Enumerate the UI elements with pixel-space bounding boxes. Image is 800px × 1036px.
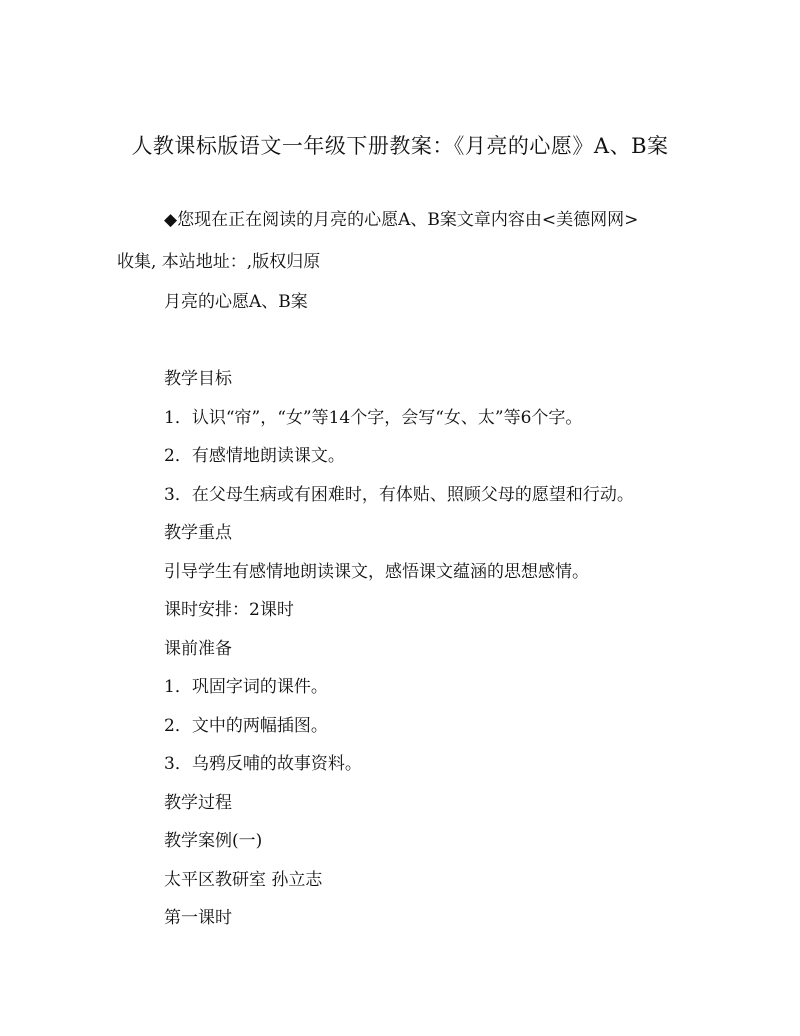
document-title: 人教课标版语文一年级下册教案：《月亮的心愿》A、B案 [131,134,669,158]
lesson-heading: 第一课时 [164,908,232,928]
prep-item-2: 2．文中的两幅插图。 [164,716,328,736]
subtitle: 月亮的心愿A、B案 [164,292,308,312]
prep-item-1: 1．巩固字词的课件。 [164,677,328,697]
prep-heading: 课前准备 [164,639,232,659]
process-heading: 教学过程 [164,793,232,813]
author-line: 太平区教研室 孙立志 [164,870,323,890]
case-heading: 教学案例(一) [164,831,263,851]
focus-text: 引导学生有感情地朗读课文，感悟课文蕴涵的思想感情。 [164,562,589,582]
intro-line: ◆您现在正在阅读的月亮的心愿A、B案文章内容由<美德网网> [164,210,639,230]
focus-heading: 教学重点 [164,523,232,543]
goal-item-3: 3．在父母生病或有困难时，有体贴、照顾父母的愿望和行动。 [164,485,634,505]
intro-line-continued: 收集, 本站地址：,版权归原 [117,252,321,272]
prep-item-3: 3．乌鸦反哺的故事资料。 [164,754,362,774]
schedule-text: 课时安排：2课时 [164,600,294,620]
goal-item-1: 1．认识“帘”，“女”等14个字，会写“女、太”等6个字。 [164,408,583,428]
goals-heading: 教学目标 [164,369,232,389]
goal-item-2: 2．有感情地朗读课文。 [164,446,345,466]
